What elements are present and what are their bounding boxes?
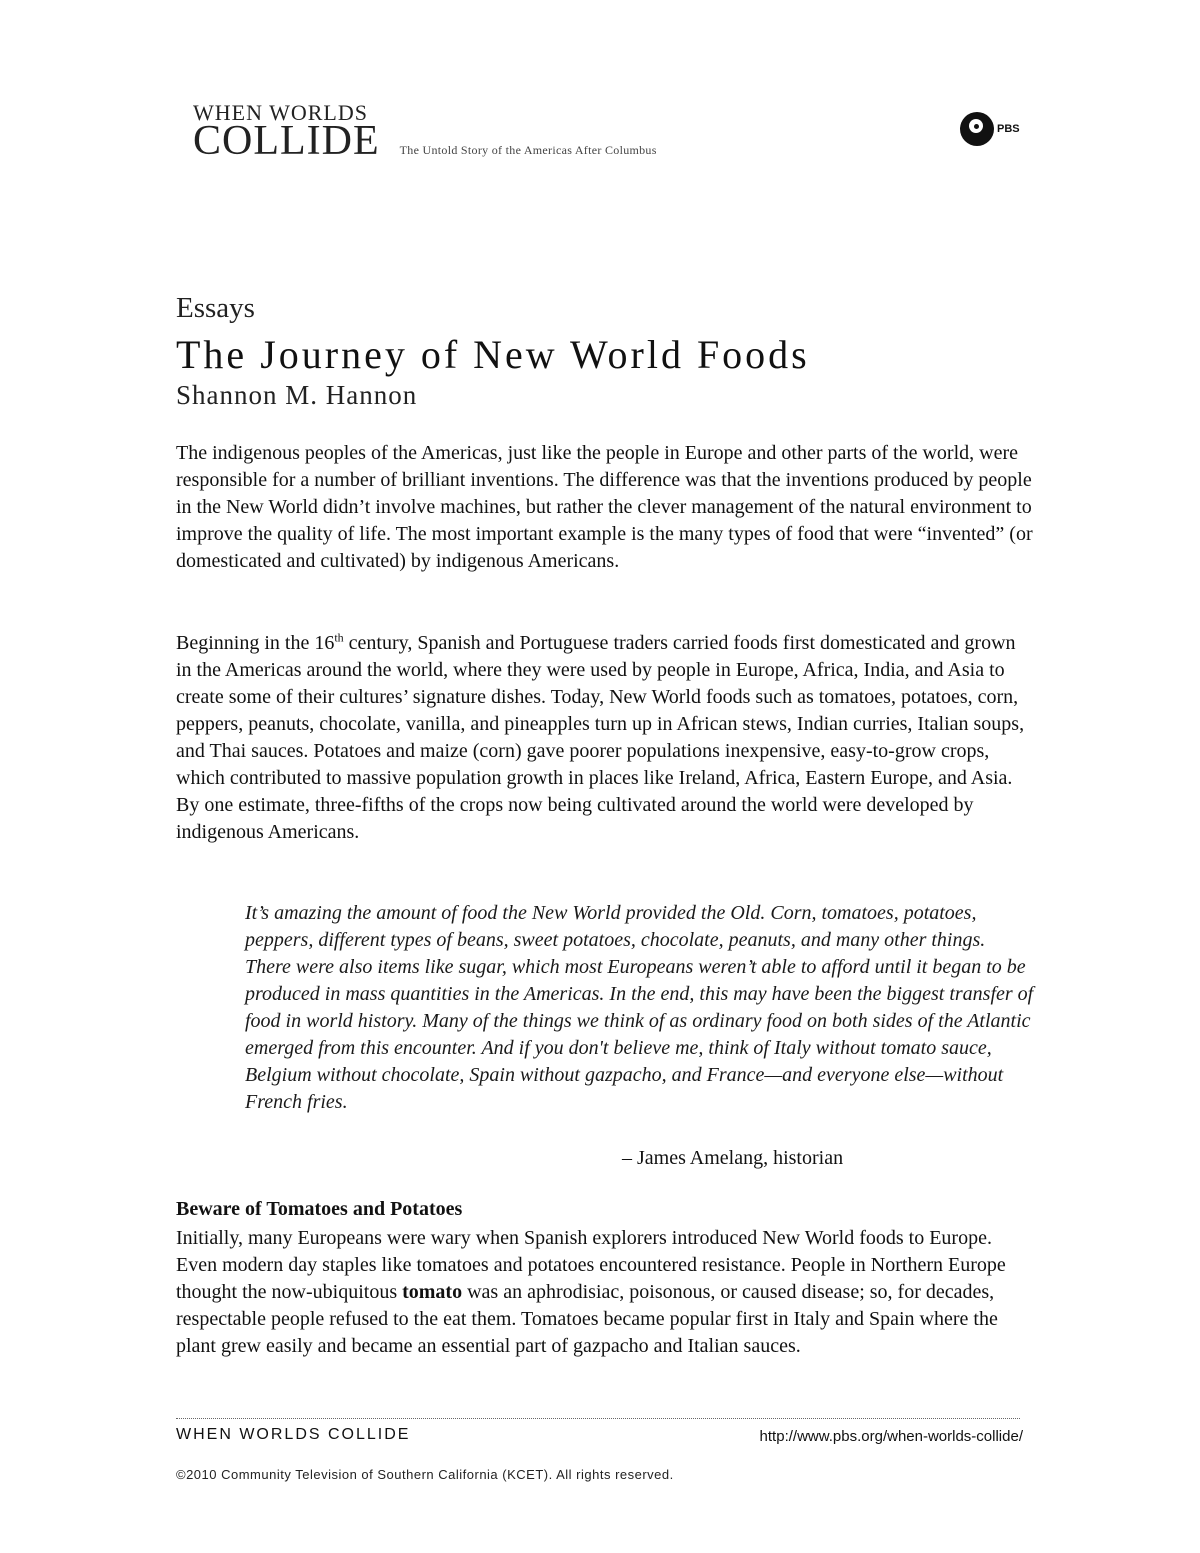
footer-divider bbox=[176, 1418, 1020, 1419]
paragraph-tomatoes-start: Initially, many Europeans were wary when Spanish explorers introduced New World foods to Europe. Even modern day staples like tomatoes and potatoes encountered resistance. People in Northern Europe thought the now-ubiquitous bbox=[176, 1227, 1006, 1303]
paragraph-history-start: Beginning in the 16 bbox=[176, 632, 335, 654]
subheading: Beware of Tomatoes and Potatoes bbox=[176, 1198, 463, 1220]
show-logo bbox=[193, 100, 657, 164]
copyright: ©2010 Community Television of Southern California (KCET). All rights reserved. bbox=[176, 1467, 674, 1482]
paragraph-history-rest: century, Spanish and Portuguese traders carried foods first domesticated and grown in the Americas around the world, where they were used by people in Europe, Africa, India, and Asia to create some of their cultures’ signature dishes. Today, New World foods such as tomatoes, potatoes, corn, peppers, peanuts, chocolate, vanilla, and pineapples turn up in African stews, Indian curries, Italian soups, and Thai sauces. Potatoes and maize (corn) gave poorer populations inexpensive, easy-to-grow crops, which contributed to massive population growth in places like Ireland, Africa, Eastern Europe, and Asia. By one estimate, three-fifths of the crops now being cultivated around the world were developed by indigenous Americans. bbox=[176, 632, 1025, 843]
pbs-label: PBS bbox=[997, 123, 1020, 135]
footer-title: WHEN WORLDS COLLIDE bbox=[176, 1426, 411, 1443]
pbs-logo-icon bbox=[960, 112, 994, 146]
paragraph-tomatoes bbox=[176, 1225, 1036, 1360]
logo-line-2: COLLIDE bbox=[193, 118, 380, 164]
pbs-logo bbox=[960, 112, 1020, 146]
footer-url: http://www.pbs.org/when-worlds-collide/ bbox=[759, 1428, 1023, 1445]
paragraph-history bbox=[176, 630, 1036, 846]
logo-line-1: WHEN WORLDS bbox=[193, 100, 368, 125]
quote-attribution: – James Amelang, historian bbox=[622, 1147, 844, 1169]
page-title: The Journey of New World Foods bbox=[176, 332, 810, 377]
logo-tagline: The Untold Story of the Americas After Columbus bbox=[399, 143, 657, 157]
ordinal-suffix: th bbox=[334, 630, 344, 645]
author-name: Shannon M. Hannon bbox=[176, 380, 418, 410]
block-quote: It’s amazing the amount of food the New World provided the Old. Corn, tomatoes, potatoes, peppers, different types of beans, sweet potatoes, chocolate, peanuts, and many other things. There were also items like sugar, which most Europeans weren’t able to afford until it began to be produced in mass quantities in the Americas. In the end, this may have been the biggest transfer of food in world history. Many of the things we think of as ordinary food on both sides of the Atlantic emerged from this encounter. And if you don't believe me, think of Italy without tomato sauce, Belgium without chocolate, Spain without gazpacho, and France—and everyone else—without French fries. bbox=[245, 902, 1034, 1113]
paragraph-intro-text: The indigenous peoples of the Americas, just like the people in Europe and other parts of the world, were responsible for a number of brilliant inventions. The difference was that the inventions produced by people in the New World didn’t involve machines, but rather the clever management of the natural environment to improve the quality of life. The most important example is the many types of food that were “invented” (or domesticated and cultivated) by indigenous Americans. bbox=[176, 442, 1033, 572]
bold-term: tomato bbox=[402, 1281, 463, 1303]
paragraph-tomatoes-rest: was an aphrodisiac, poisonous, or caused disease; so, for decades, respectable people refused to the eat them. Tomatoes became popular first in Italy and Spain where the plant grew easily and became an essential part of gazpacho and Italian sauces. bbox=[176, 1281, 998, 1357]
paragraph-intro bbox=[176, 440, 1036, 575]
section-label: Essays bbox=[176, 292, 255, 324]
